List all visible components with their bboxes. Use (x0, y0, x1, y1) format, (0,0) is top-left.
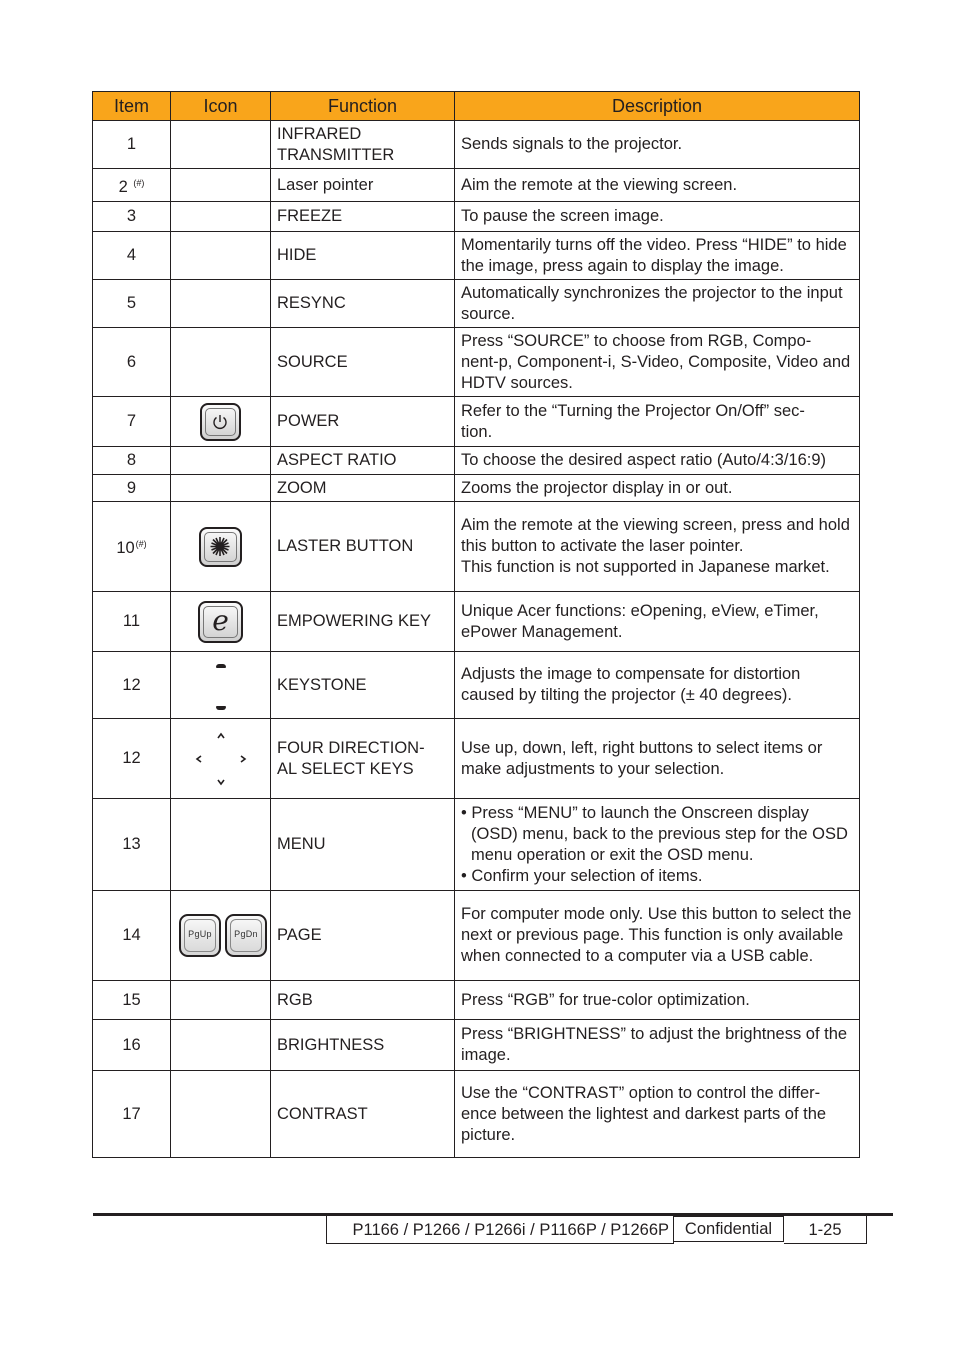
function-description: Automatically synchronizes the projector to the input source. (455, 280, 860, 328)
function-name: EMPOWERING KEY (271, 592, 455, 652)
function-description: Press “RGB” for true-color optimization. (455, 981, 860, 1020)
function-description: Press “SOURCE” to choose from RGB, Compo- nent-p, Component-i, S-Video, Composite, Video and HDTV sources. (455, 328, 860, 397)
function-description: Aim the remote at the viewing screen, press and hold this button to activate the laser pointer. This function is not supported in Japanese market. (455, 502, 860, 592)
table-row (93, 502, 860, 592)
icon-cell (171, 328, 271, 397)
table-row (93, 232, 860, 280)
function-description: Use the “CONTRAST” option to control the differ- ence between the lightest and darkest parts of the picture. (455, 1071, 860, 1158)
power-icon (200, 403, 241, 441)
function-description (455, 799, 860, 891)
e-icon: e (198, 601, 243, 643)
function-name: INFRARED TRANSMITTER (271, 121, 455, 169)
keystone-icon (211, 656, 231, 714)
table-row (93, 891, 860, 981)
table-row (93, 475, 860, 502)
table-row (93, 202, 860, 232)
four-direction-arrows-icon (191, 730, 251, 788)
item-number: 15 (93, 981, 171, 1020)
table-row (93, 280, 860, 328)
icon-cell (171, 475, 271, 502)
item-number: 7 (93, 397, 171, 447)
item-number: 4 (93, 232, 171, 280)
icon-cell (171, 121, 271, 169)
function-name: ZOOM (271, 475, 455, 502)
function-description: Aim the remote at the viewing screen. (455, 169, 860, 202)
item-number: 3 (93, 202, 171, 232)
function-name: Laser pointer (271, 169, 455, 202)
header-function: Function (271, 92, 455, 121)
bullet-item: • Confirm your selection of items. (461, 866, 703, 885)
item-number: 17 (93, 1071, 171, 1158)
table-row (93, 121, 860, 169)
function-name: RESYNC (271, 280, 455, 328)
icon-cell (171, 502, 271, 592)
pgdn-icon: PgDn (225, 914, 267, 957)
icon-cell (171, 447, 271, 475)
table-row (93, 719, 860, 799)
function-description: Refer to the “Turning the Projector On/Off” sec- tion. (455, 397, 860, 447)
footer-model-numbers: P1166 / P1266 / P1266i / P1166P / P1266P (326, 1216, 674, 1244)
item-number: 2 (#) (93, 169, 171, 202)
icon-cell (171, 592, 271, 652)
function-name: FREEZE (271, 202, 455, 232)
item-number: 12 (93, 652, 171, 719)
icon-cell (171, 719, 271, 799)
item-number: 8 (93, 447, 171, 475)
function-description: For computer mode only. Use this button to select the next or previous page. This function is only available when connected to a computer via a USB cable. (455, 891, 860, 981)
item-number: 6 (93, 328, 171, 397)
icon-cell (171, 891, 271, 981)
table-row (93, 397, 860, 447)
specification-table (92, 91, 860, 1158)
footer-confidential: Confidential (674, 1216, 784, 1242)
function-name: LASTER BUTTON (271, 502, 455, 592)
bullet-item: • Press “MENU” to launch the Onscreen display (OSD) menu, back to the previous step for the OSD menu operation or exit the OSD menu. (461, 803, 848, 864)
table-row (93, 447, 860, 475)
pgup-icon: PgUp (179, 914, 221, 957)
header-item: Item (93, 92, 171, 121)
table-row (93, 799, 860, 891)
table-row (93, 1071, 860, 1158)
item-number: 14 (93, 891, 171, 981)
function-name: FOUR DIRECTION- AL SELECT KEYS (271, 719, 455, 799)
table-row (93, 169, 860, 202)
page-footer (326, 1216, 867, 1244)
table-row (93, 1020, 860, 1071)
function-name: KEYSTONE (271, 652, 455, 719)
table-row (93, 981, 860, 1020)
icon-cell (171, 981, 271, 1020)
header-icon: Icon (171, 92, 271, 121)
table-header-row (93, 92, 860, 121)
function-description: Press “BRIGHTNESS” to adjust the brightness of the image. (455, 1020, 860, 1071)
icon-cell (171, 652, 271, 719)
item-number: 12 (93, 719, 171, 799)
function-description: Use up, down, left, right buttons to select items or make adjustments to your selection. (455, 719, 860, 799)
icon-cell (171, 1020, 271, 1071)
item-number: 10(#) (93, 502, 171, 592)
function-name: BRIGHTNESS (271, 1020, 455, 1071)
item-number: 16 (93, 1020, 171, 1071)
function-name: MENU (271, 799, 455, 891)
icon-cell (171, 1071, 271, 1158)
item-number: 5 (93, 280, 171, 328)
function-name: RGB (271, 981, 455, 1020)
function-description: Zooms the projector display in or out. (455, 475, 860, 502)
header-description: Description (455, 92, 860, 121)
function-description: Adjusts the image to compensate for distortion caused by tilting the projector (± 40 degrees). (455, 652, 860, 719)
laser-icon (199, 527, 242, 567)
function-description: Momentarily turns off the video. Press “HIDE” to hide the image, press again to display the image. (455, 232, 860, 280)
function-name: PAGE (271, 891, 455, 981)
item-number: 9 (93, 475, 171, 502)
function-description: Sends signals to the projector. (455, 121, 860, 169)
icon-cell (171, 202, 271, 232)
function-description: To pause the screen image. (455, 202, 860, 232)
icon-cell (171, 799, 271, 891)
function-name: SOURCE (271, 328, 455, 397)
page-number: 1-25 (784, 1216, 867, 1244)
item-number: 13 (93, 799, 171, 891)
icon-cell (171, 169, 271, 202)
function-description: Unique Acer functions: eOpening, eView, eTimer, ePower Management. (455, 592, 860, 652)
table-row (93, 328, 860, 397)
item-number: 1 (93, 121, 171, 169)
icon-cell (171, 397, 271, 447)
table-row (93, 592, 860, 652)
table-row (93, 652, 860, 719)
icon-cell (171, 280, 271, 328)
function-name: CONTRAST (271, 1071, 455, 1158)
function-name: POWER (271, 397, 455, 447)
function-name: HIDE (271, 232, 455, 280)
item-number: 11 (93, 592, 171, 652)
function-description: To choose the desired aspect ratio (Auto/4:3/16:9) (455, 447, 860, 475)
icon-cell (171, 232, 271, 280)
function-name: ASPECT RATIO (271, 447, 455, 475)
